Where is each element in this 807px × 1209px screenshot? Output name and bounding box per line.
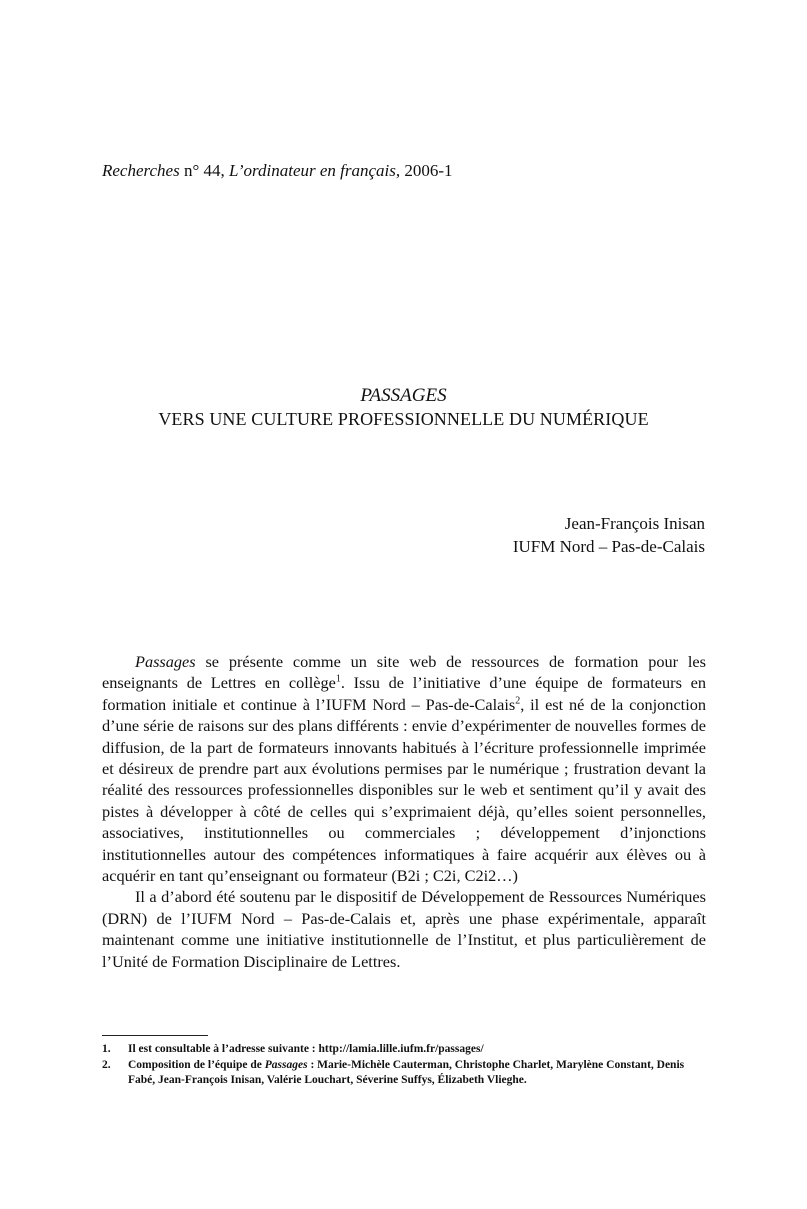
footnote-2 <box>102 1058 706 1088</box>
footnote-2-text-a: Composition de l’équipe de <box>128 1059 265 1071</box>
footnote-2-number: 2. <box>102 1059 111 1071</box>
journal-name: Recherches <box>102 161 180 180</box>
article-body <box>102 651 706 972</box>
footnote-2-text-b: : Marie-Michèle Cauterman, Christophe Charlet, Marylène Constant, Denis Fabé, Jean-François Inisan, Valérie Louchart, Séverine Suffys, Élizabeth Vlieghe. <box>128 1059 685 1086</box>
journal-theme: L’ordinateur en français <box>229 161 396 180</box>
author-block <box>513 512 705 558</box>
journal-year: , 2006-1 <box>395 161 453 180</box>
article-title: PASSAGES <box>360 385 447 406</box>
paragraph-2: Il a d’abord été soutenu par le dispositif de Développement de Ressources Numériques (DRN) de l’IUFM Nord – Pas-de-Calais et, après une phase expérimentale, apparaît maintenant comme une initiative institutionnelle de l’Institut, et plus particulièrement de l’Unité de Formation Disciplinaire de Lettres. <box>102 887 706 971</box>
article-subtitle: VERS UNE CULTURE PROFESSIONNELLE DU NUMÉRIQUE <box>158 409 649 429</box>
site-name-italic: Passages <box>135 652 196 671</box>
footnote-1-number: 1. <box>102 1043 111 1055</box>
footnote-2-italic: Passages <box>264 1059 308 1071</box>
journal-header <box>102 160 453 182</box>
paragraph-1 <box>102 651 706 886</box>
footnote-ref-1[interactable]: 1 <box>335 673 341 685</box>
paragraph-1-text-c: , il est né de la conjonction d’une série de raisons sur des plans différents : envie d’expérimenter de nouvelles formes de diffusion, de la part de formateurs innovants habitués à l’écriture professionnelle imprimée et désireux de prendre part aux évolutions permises par le numérique ; frustration devant la réalité des ressources professionnelles disponibles sur le web et sentiment qu’il y avait des pistes à développer à côté de celles qui s’exprimaient déjà, qu’elles soient personnelles, associatives, institutionnelles ou commerciales ; développement d’injonctions institutionnelles autour des compétences informatiques à faire acquérir aux élèves ou à acquérir en tant qu’enseignant ou formateur (B2i ; C2i, C2i2…) <box>102 694 707 886</box>
paragraph-1-text-a: se présente comme un site web de ressources de formation pour les enseignants de Lettres en collège <box>102 652 706 693</box>
footnote-ref-2[interactable]: 2 <box>515 695 521 707</box>
journal-issue: n° 44, <box>179 161 230 180</box>
paragraph-1-text-b: . Issu de l’initiative d’une équipe de formateurs en formation initiale et continue à l’IUFM Nord – Pas-de-Calais <box>102 673 707 714</box>
author-affiliation: IUFM Nord – Pas-de-Calais <box>512 537 705 556</box>
author-name: Jean-François Inisan <box>564 514 705 533</box>
article-title-block <box>102 384 705 431</box>
footnotes <box>102 1042 706 1089</box>
footnote-1 <box>102 1042 706 1057</box>
footnote-1-text[interactable]: Il est consultable à l’adresse suivante : http://lamia.lille.iufm.fr/passages/ <box>128 1043 484 1055</box>
footnote-separator <box>102 1035 208 1036</box>
